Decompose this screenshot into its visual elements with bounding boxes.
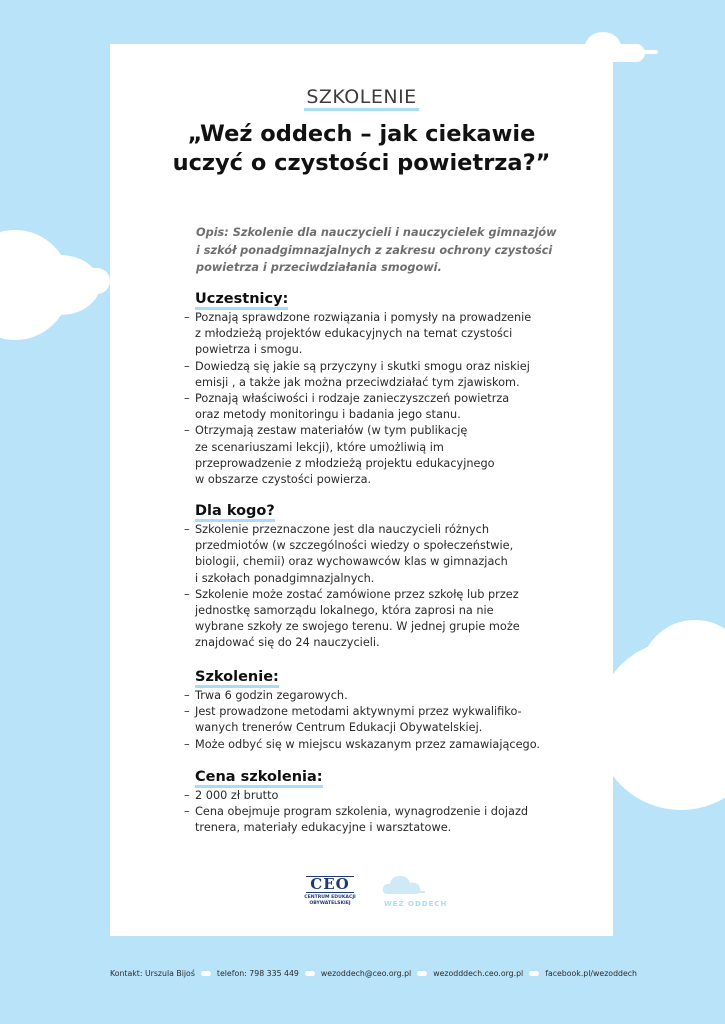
section-heading: Cena szkolenia: bbox=[195, 769, 323, 788]
ceo-mark: CEO bbox=[306, 876, 353, 893]
dash-bullet-icon: – bbox=[184, 523, 190, 536]
page-title bbox=[110, 120, 613, 178]
dash-bullet-icon: – bbox=[184, 359, 190, 373]
section-heading: Szkolenie: bbox=[195, 669, 279, 688]
dash-bullet-icon: – bbox=[184, 392, 190, 406]
kicker bbox=[110, 86, 613, 108]
bullet-line: emisji , a także jak można przeciwdziałać tym zjawiskom. bbox=[195, 375, 520, 389]
footer-email[interactable]: wezoddech@ceo.org.pl bbox=[320, 969, 412, 978]
section bbox=[184, 288, 604, 488]
bullet-line: trenera, materiały edukacyjne i warsztatowe. bbox=[195, 821, 452, 835]
title-line: „Weź oddech – jak ciekawie bbox=[187, 121, 536, 147]
bullet-line: Szkolenie przeznaczone jest dla nauczycieli różnych bbox=[195, 523, 490, 536]
section-heading: Uczestnicy: bbox=[195, 291, 288, 310]
cloud-icon bbox=[380, 870, 426, 900]
bullet-line: ze scenariuszami lekcji), które umożliwią im bbox=[195, 440, 444, 454]
footer-website[interactable]: wezodddech.ceo.org.pl bbox=[433, 969, 524, 978]
bullet-list bbox=[184, 310, 604, 488]
bullet-line: Poznają sprawdzone rozwiązania i pomysły na prowadzenie bbox=[195, 311, 532, 324]
footer-contact: Kontakt: Urszula Bijoś bbox=[110, 969, 195, 978]
kicker-text: SZKOLENIE bbox=[304, 86, 418, 111]
bullet-line: z młodzieżą projektów edukacyjnych na temat czystości bbox=[195, 327, 513, 341]
bullet-line: jednostkę samorządu lokalnego, która zaprosi na nie bbox=[195, 604, 494, 618]
bullet-item bbox=[184, 310, 604, 359]
dash-bullet-icon: – bbox=[184, 587, 190, 601]
dash-bullet-icon: – bbox=[184, 689, 190, 702]
bullet-item bbox=[184, 704, 604, 736]
section bbox=[184, 666, 604, 753]
bullet-line: wanych trenerów Centrum Edukacji Obywatelskiej. bbox=[195, 721, 483, 735]
bullet-item bbox=[184, 391, 604, 423]
bullet-line: Otrzymają zestaw materiałów (w tym publikację bbox=[195, 424, 468, 438]
dash-bullet-icon: – bbox=[184, 805, 190, 819]
bullet-item bbox=[184, 804, 604, 836]
bullet-line: i szkołach ponadgimnazjalnych. bbox=[195, 571, 375, 585]
dash-bullet-icon: – bbox=[184, 789, 190, 802]
bullet-line: powietrza i smogu. bbox=[195, 343, 303, 357]
cloud-icon bbox=[201, 971, 211, 976]
bullet-line: biologii, chemii) oraz wychowawców klas w gimnazjach bbox=[195, 555, 508, 569]
bullet-line: przeprowadzenie z młodzieżą projektu edukacyjnego bbox=[195, 456, 495, 470]
cloud-decoration bbox=[40, 268, 110, 294]
ceo-name-line: OBYWATELSKIEJ bbox=[309, 900, 351, 906]
description-line: i szkół ponadgimnazjalnych z zakresu ochrony czystości bbox=[196, 243, 553, 257]
dash-bullet-icon: – bbox=[184, 705, 190, 719]
bullet-item bbox=[184, 522, 604, 587]
bullet-line: Może odbyć się w miejscu wskazanym przez zamawiającego. bbox=[195, 737, 541, 751]
bullet-item bbox=[184, 587, 604, 652]
description bbox=[196, 224, 576, 277]
footer-phone[interactable]: telefon: 798 335 449 bbox=[216, 969, 299, 978]
bullet-line: oraz metody monitoringu i badania jego stanu. bbox=[195, 408, 461, 422]
footer-facebook[interactable]: facebook.pl/wezoddech bbox=[545, 969, 637, 978]
flyer-sheet bbox=[110, 44, 613, 936]
bullet-item bbox=[184, 688, 604, 704]
bullet-line: Trwa 6 godzin zegarowych. bbox=[195, 689, 348, 702]
bullet-line: znajdować się do 24 nauczycieli. bbox=[195, 636, 380, 650]
bullet-line: Dowiedzą się jakie są przyczyny i skutki smogu oraz niskiej bbox=[195, 359, 530, 373]
bullet-item bbox=[184, 359, 604, 391]
section bbox=[184, 500, 604, 652]
bullet-line: przedmiotów (w szczególności wiedzy o społeczeństwie, bbox=[195, 539, 514, 553]
description-line: Opis: Szkolenie dla nauczycieli i nauczycielek gimnazjów bbox=[196, 226, 557, 239]
dash-bullet-icon: – bbox=[184, 311, 190, 324]
bullet-line: Poznają właściwości i rodzaje zanieczyszczeń powietrza bbox=[195, 392, 510, 406]
title-line: uczyć o czystości powietrza?” bbox=[172, 150, 551, 176]
bullet-line: Szkolenie może zostać zamówione przez szkołę lub przez bbox=[195, 587, 519, 601]
bullet-line: Cena obejmuje program szkolenia, wynagrodzenie i dojazd bbox=[195, 805, 529, 819]
ceo-name bbox=[300, 895, 360, 906]
section-heading: Dla kogo? bbox=[195, 503, 275, 522]
dash-bullet-icon: – bbox=[184, 737, 190, 751]
bullet-item bbox=[184, 737, 604, 753]
bullet-line: Jest prowadzone metodami aktywnymi przez wykwalifiko- bbox=[195, 705, 522, 719]
logos bbox=[110, 870, 613, 914]
bullet-list bbox=[184, 688, 604, 753]
bullet-list bbox=[184, 788, 604, 837]
bullet-item bbox=[184, 423, 604, 488]
bullet-line: 2 000 zł brutto bbox=[195, 789, 279, 802]
cloud-icon bbox=[529, 971, 539, 976]
cloud-decoration bbox=[640, 50, 658, 54]
dash-bullet-icon: – bbox=[184, 424, 190, 438]
wez-oddech-text: WEŹ ODDECH bbox=[384, 900, 448, 908]
cloud-icon bbox=[417, 971, 427, 976]
bullet-list bbox=[184, 522, 604, 652]
bullet-line: w obszarze czystości powierza. bbox=[195, 473, 372, 487]
wez-oddech-logo bbox=[380, 870, 448, 914]
ceo-name-line: CENTRUM EDUKACJI bbox=[304, 895, 356, 900]
bullet-item bbox=[184, 788, 604, 804]
cloud-icon bbox=[305, 971, 315, 976]
section bbox=[184, 766, 604, 837]
description-line: powietrza i przeciwdziałania smogowi. bbox=[196, 261, 442, 274]
footer-contact-bar bbox=[110, 969, 650, 978]
ceo-logo bbox=[300, 874, 360, 906]
bullet-line: wybrane szkoły ze swojego terenu. W jednej grupie może bbox=[195, 620, 520, 634]
